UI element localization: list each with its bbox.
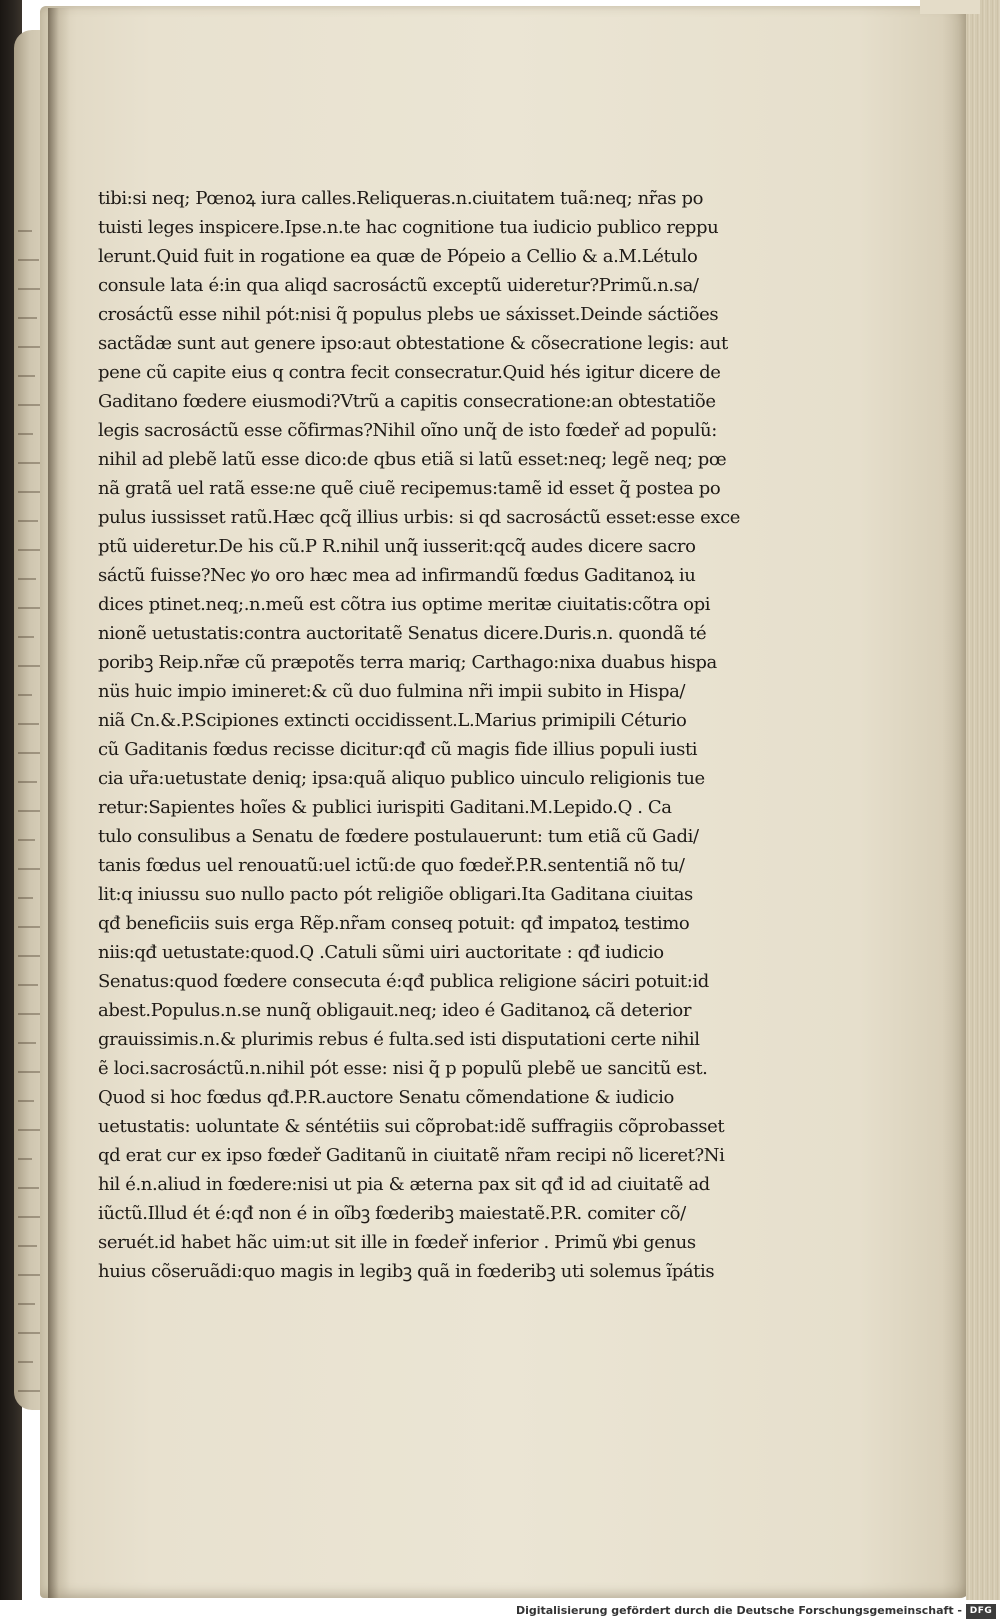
text-line: Gaditano fœdere eiusmodi?Vtrũ a capitis consecratione:an obtestatiõe	[98, 391, 716, 412]
text-line: tulo consulibus a Senatu de fœdere postulauerunt: tum etiã cũ Gadi/	[98, 826, 699, 847]
previous-page-text-trace	[18, 694, 32, 696]
previous-page-text-trace	[18, 723, 39, 725]
previous-page-text-trace	[18, 230, 32, 232]
previous-page-text-trace	[18, 1361, 33, 1363]
text-line: nionẽ uetustatis:contra auctoritatẽ Senatus dicere.Duris.n. quondã té	[98, 623, 707, 644]
text-line: iũctũ.Illud ét é:qđ non é in oĩbꝫ fœderibꝫ maiestatẽ.P.R. comiter cõ/	[98, 1203, 686, 1224]
previous-page-text-trace	[18, 404, 42, 406]
text-line: sáctũ fuisse?Nec ꝟo oro hæc mea ad infirmandũ fœdus Gaditanoꝝ iu	[98, 565, 696, 586]
text-block	[98, 184, 748, 1286]
previous-page-text-trace	[18, 317, 37, 319]
text-line: niis:qđ uetustate:quod.Q .Catuli sũmi uiri auctoritate : qđ iudicio	[98, 942, 664, 963]
gutter-shadow	[48, 8, 70, 1598]
text-line: abest.Populus.n.se nunq̃ obligauit.neq; ideo é Gaditanoꝝ cã deterior	[98, 1000, 692, 1021]
text-line: qd erat cur ex ipso fœdeř Gaditanũ in ciuitatẽ nr̃am recipi nõ liceret?Ni	[98, 1145, 725, 1166]
previous-page-text-trace	[18, 578, 36, 580]
text-line: seruét.id habet hãc uim:ut sit ille in fœdeř inferior . Primũ ꝟbi genus	[98, 1232, 696, 1253]
text-line: lerunt.Quid fuit in rogatione ea quæ de Pópeio a Cellio & a.M.Létulo	[98, 246, 698, 267]
previous-page-text-trace	[18, 1042, 36, 1044]
text-line: consule lata é:in qua aliqd sacrosáctũ exceptũ uideretur?Primũ.n.sa/	[98, 275, 699, 296]
text-line: cia ur̃a:uetustate deniq; ipsa:quã aliquo publico uinculo religionis tue	[98, 768, 705, 789]
text-line: pene cũ capite eius q contra fecit consecratur.Quid hés igitur dicere de	[98, 362, 721, 383]
previous-page-text-trace	[18, 1187, 39, 1189]
text-line: lit:q iniussu suo nullo pacto pót religiõe obligari.Ita Gaditana ciuitas	[98, 884, 693, 905]
previous-page-text-trace	[18, 868, 42, 870]
text-line: uetustatis: uoluntate & séntétiis sui cõprobat:idẽ suffragiis cõprobasset	[98, 1116, 725, 1137]
text-line: tanis fœdus uel renouatũ:uel ictũ:de quo fœdeř.P.R.sententiã nõ tu/	[98, 855, 685, 876]
text-line: pulus iussisset ratũ.Hæc qcq̃ illius urbis: si qd sacrosáctũ esset:esse exce	[98, 507, 741, 528]
text-line: Quod si hoc fœdus qđ.P.R.auctore Senatu cõmendatione & iudicio	[98, 1087, 674, 1108]
previous-page-text-trace	[18, 636, 34, 638]
text-line: poribꝫ Reip.nr̃æ cũ præpotẽs terra mariq; Carthago:nixa duabus hispa	[98, 652, 717, 673]
text-line: Senatus:quod fœdere consecuta é:qđ publica religione sáciri potuit:id	[98, 971, 709, 992]
previous-page-text-trace	[18, 1303, 35, 1305]
text-line: sactãdæ sunt aut genere ipso:aut obtestatione & cõsecratione legis: aut	[98, 333, 728, 354]
previous-page-text-trace	[18, 665, 41, 667]
text-line: tuisti leges inspicere.Ipse.n.te hac cognitione tua iudicio publico reppu	[98, 217, 719, 238]
footer-credit-text: Digitalisierung gefördert durch die Deutsche Forschungsgemeinschaft -	[515, 1604, 962, 1617]
text-line: nüs huic impio imineret:& cũ duo fulmina nr̃i impii subito in Hispa/	[98, 681, 686, 702]
previous-page-text-trace	[18, 1390, 40, 1392]
previous-page-text-trace	[18, 433, 33, 435]
previous-page-text-trace	[18, 926, 40, 928]
text-line: crosáctũ esse nihil pót:nisi q̃ populus plebs ue sáxisset.Deinde sáctiões	[98, 304, 719, 325]
text-line: ẽ loci.sacrosáctũ.n.nihil pót esse: nisi q̃ p populũ plebẽ ue sancitũ est.	[98, 1058, 708, 1079]
previous-page-text-trace	[18, 781, 37, 783]
previous-page-text-trace	[18, 375, 35, 377]
previous-page-text-trace	[18, 1245, 37, 1247]
text-line: ptũ uideretur.De his cũ.P R.nihil unq̃ iusserit:qcq̃ audes dicere sacro	[98, 536, 696, 557]
text-line: nã gratã uel ratã esse:ne quẽ ciuẽ recipemus:tamẽ id esset q̃ postea po	[98, 478, 721, 499]
text-line: hil é.n.aliud in fœdere:nisi ut pia & æterna pax sit qđ id ad ciuitatẽ ad	[98, 1174, 710, 1195]
text-line: cũ Gaditanis fœdus recisse dicitur:qđ cũ magis fide illius populi iusti	[98, 739, 698, 760]
previous-page-text-trace	[18, 839, 35, 841]
text-line: tibi:si neq; Pœnoꝝ iura calles.Reliqueras.n.ciuitatem tuã:neq; nr̃as po	[98, 188, 704, 209]
previous-page-text-trace	[18, 520, 38, 522]
previous-page-text-trace	[18, 259, 39, 261]
dfg-logo: DFG	[966, 1604, 996, 1619]
previous-page-text-trace	[18, 1332, 42, 1334]
digitization-footer	[0, 1600, 1000, 1624]
text-line: retur:Sapientes hoĩes & publici iurispiti Gaditani.M.Lepido.Q . Ca	[98, 797, 672, 818]
text-line: qđ beneficiis suis erga Rẽp.nr̃am conseq potuit: qđ impatoꝝ testimo	[98, 913, 690, 934]
previous-page-text-trace	[18, 462, 40, 464]
previous-page-text-trace	[18, 897, 33, 899]
text-line: dices ptinet.neq;.n.meũ est cõtra ius optime meritæ ciuitatis:cõtra opi	[98, 594, 711, 615]
page-fore-edge-top	[920, 0, 980, 14]
previous-page-text-trace	[18, 1129, 41, 1131]
book-page	[40, 6, 970, 1598]
text-line: huius cõseruãdi:quo magis in legibꝫ quã in fœderibꝫ uti solemus ĩpátis	[98, 1261, 715, 1282]
text-line: grauissimis.n.& plurimis rebus é fulta.sed isti disputationi certe nihil	[98, 1029, 700, 1050]
page-fore-edge	[966, 0, 1000, 1600]
previous-page-text-trace	[18, 1100, 34, 1102]
previous-page-text-trace	[18, 1158, 32, 1160]
text-line: legis sacrosáctũ esse cõfirmas?Nihil oĩno unq̃ de isto fœdeř ad populũ:	[98, 420, 717, 441]
text-line: niã Cn.&.P.Scipiones extincti occidissent.L.Marius primipili Céturio	[98, 710, 687, 731]
previous-page-text-trace	[18, 984, 38, 986]
text-line: nihil ad plebẽ latũ esse dico:de qbus etiã si latũ esset:neq; legẽ neq; pœ	[98, 449, 727, 470]
